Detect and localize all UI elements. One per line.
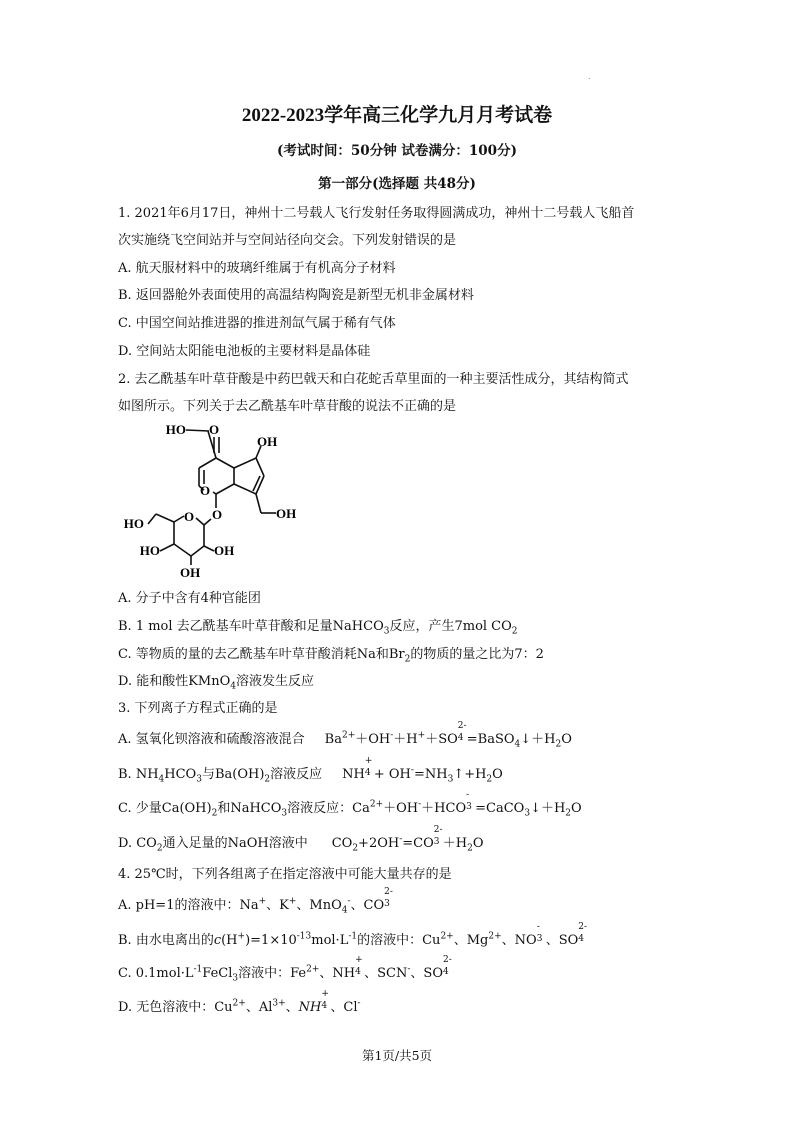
q1-option-a: A. 航天服材料中的玻璃纤维属于有机高分子材料: [118, 261, 396, 276]
q2-option-d: D. 能和酸性KMnO$_4$溶液发生反应: [118, 674, 315, 692]
q3-stem: 3. 下列离子方程式正确的是: [118, 701, 278, 716]
label-ho-left: HO: [139, 543, 160, 558]
label-oh-top: OH: [257, 434, 278, 449]
label-o-sugar-ring: O: [184, 509, 195, 524]
q2-option-a: A. 分子中含有4种官能团: [118, 591, 261, 606]
label-oh-bottom: OH: [180, 565, 201, 580]
page-title: 2022-2023学年高三化学九月月考试卷: [241, 105, 553, 126]
q1-option-d: D. 空间站太阳能电池板的主要材料是晶体硅: [118, 344, 371, 359]
label-ho-sugar: HO: [123, 516, 144, 531]
exam-info: (考试时间：50分钟 试卷满分：100分): [277, 143, 517, 159]
q3-option-d: D. $CO_2$通入足量的NaOH溶液中 $CO_2+2OH^-=CO$ 2- 3 $+H_2O$: [118, 825, 484, 854]
label-oh-right: OH: [214, 543, 235, 558]
label-o-link: O: [212, 507, 223, 522]
q3-option-c: C. 少量$Ca(OH)_2$和NaHCO$_3$溶液反应：$Ca^{2+}+OH^-+HCO$ - 3 $=CaCO_3↓+H_2O$: [118, 790, 582, 819]
q4-option-b: B. 由水电离出的$c(H^+)=1\times 10^{-13}mol\cdot L^{-1}$的溶液中：$Cu^{2+}$、$Mg^{2+}$、NO - 3 、SO 2- 4: [118, 922, 588, 948]
q1-stem-line2: 次实施绕飞空间站并与空间站径向交会。下列发射错误的是: [118, 233, 457, 248]
label-o-carbonyl: O: [209, 422, 220, 437]
q4-stem: 4. 25℃时，下列各组离子在指定溶液中可能大量共存的是: [118, 867, 452, 882]
q2-stem-line2: 如图所示。下列关于去乙酰基车叶草苷酸的说法不正确的是: [118, 399, 457, 414]
corner-mark: .: [588, 72, 591, 81]
q4-option-a: A. pH=1的溶液中：Na+、K+、MnO$_4$-、CO 2- 3: [118, 887, 393, 916]
q4-option-d: D. 无色溶液中：$Cu^{2+}$、$Al^{3+}$、NH + 4 、Cl-: [118, 989, 361, 1015]
q1-stem-line1: 1. 2021年6月17日，神州十二号载人飞行发射任务取得圆满成功，神州十二号载人飞船首: [118, 206, 635, 221]
section-heading: 第一部分(选择题 共48分): [318, 176, 476, 192]
q2-option-b: B. 1 mol 去乙酰基车叶草苷酸和足量NaHCO$_3$反应，产生7mol $CO_2$: [118, 619, 518, 637]
q2-option-c: C. 等物质的量的去乙酰基车叶草苷酸消耗Na和$Br_2$的物质的量之比为7：2: [118, 647, 544, 665]
label-oh-side: OH: [276, 506, 297, 521]
q1-option-c: C. 中国空间站推进器的推进剂氙气属于稀有气体: [118, 316, 396, 331]
q3-option-a: A. 氢氧化钡溶液和硫酸溶液混合 $Ba^{2+}+OH^-+H^++SO$ 2- 4 $=BaSO_4↓+H_2O$: [118, 721, 572, 750]
molecular-structure-diagram: [116, 418, 316, 583]
q2-stem-line1: 2. 去乙酰基车叶草苷酸是中药巴戟天和白花蛇舌草里面的一种主要活性成分，其结构简式: [118, 372, 629, 387]
q3-option-b: B. $NH_4HCO_3$与$Ba(OH)_2$溶液反应 NH + 4 + $OH^-=NH_3↑+H_2O$: [118, 756, 503, 785]
label-ho-acid: HO: [165, 422, 186, 437]
label-o-ring: O: [200, 483, 211, 498]
q1-option-b: B. 返回器舱外表面使用的高温结构陶瓷是新型无机非金属材料: [118, 288, 474, 303]
q4-option-c: C. $0.1mol\cdot L^{-1}FeCl_3$溶液中：$Fe^{2+}$、NH + 4 、SCN-、SO 2- 4: [118, 955, 452, 984]
page-footer: 第1页/共5页: [361, 1048, 433, 1063]
